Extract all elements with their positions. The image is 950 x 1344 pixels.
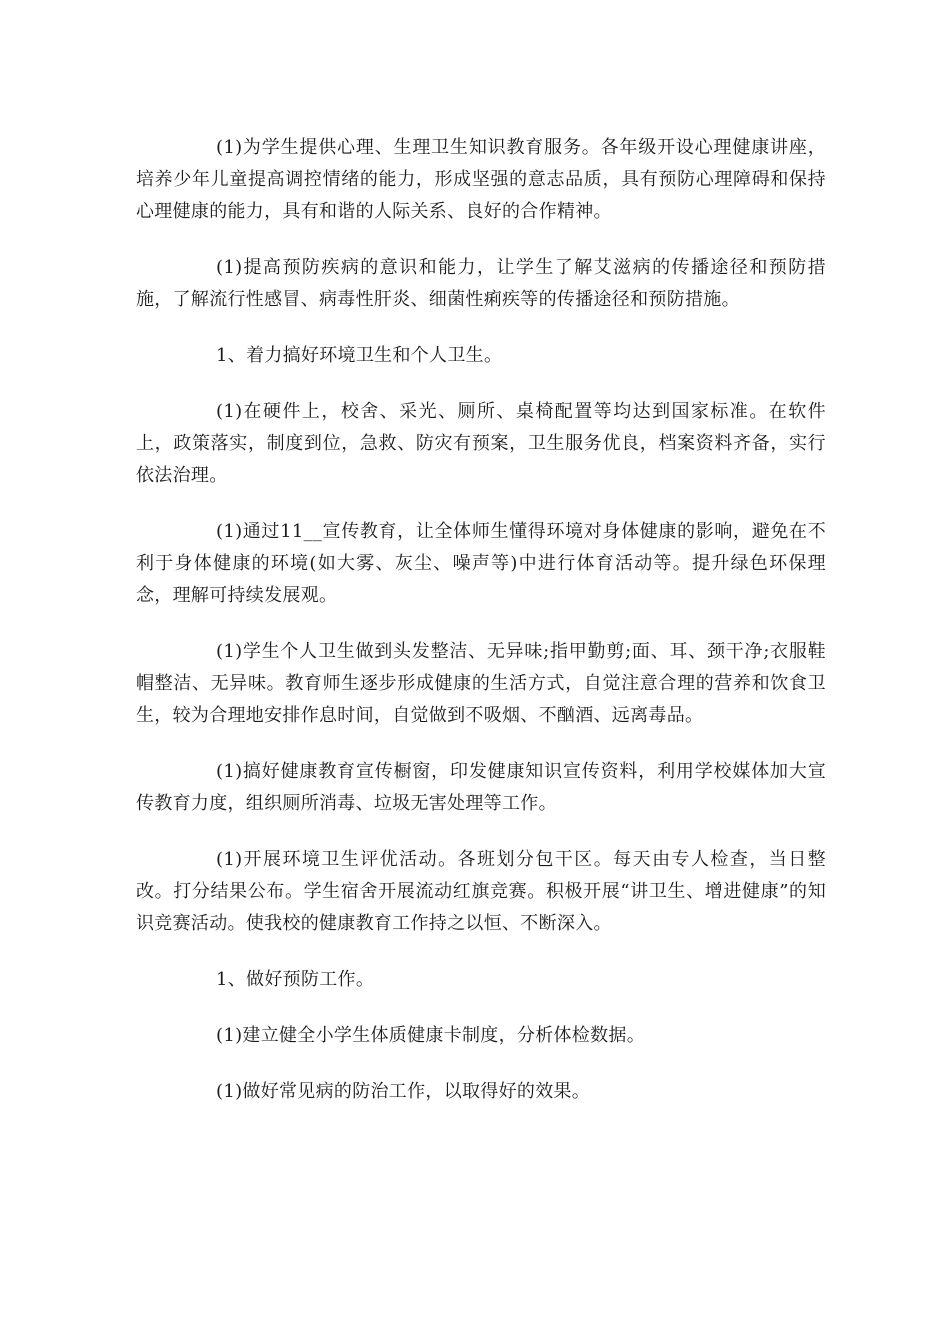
paragraph-publicity: (1)搞好健康教育宣传橱窗，印发健康知识宣传资料，利用学校媒体加大宣传教育力度，组织厕所消毒、垃圾无害处理等工作。 — [136, 761, 826, 814]
paragraph-hardware-software: (1)在硬件上，校舍、采光、厕所、桌椅配置等均达到国家标准。在软件上，政策落实，制度到位，急救、防灾有预案，卫生服务优良，档案资料齐备，实行依法治理。 — [136, 401, 826, 486]
paragraph-environment-education: (1)通过11__宣传教育，让全体师生懂得环境对身体健康的影响，避免在不利于身体健康的环境(如大雾、灰尘、噪声等)中进行体育活动等。提升绿色环保理念，理解可持续发展观。 — [136, 521, 826, 606]
heading-prevention: 1、做好预防工作。 — [216, 969, 375, 990]
paragraph-personal-hygiene: (1)学生个人卫生做到头发整洁、无异味;指甲勤剪;面、耳、颈干净;衣服鞋帽整洁、无异味。教育师生逐步形成健康的生活方式，自觉注意合理的营养和饮食卫生，较为合理地安排作息时间，自觉做到不吸烟、不酗酒、远离毒品。 — [136, 641, 826, 726]
paragraph-mental-health: (1)为学生提供心理、生理卫生知识教育服务。各年级开设心理健康讲座，培养少年儿童提高调控情绪的能力，形成坚强的意志品质，具有预防心理障碍和保持心理健康的能力，具有和谐的人际关系、良好的合作精神。 — [136, 137, 826, 222]
paragraph-disease-prevention: (1)提高预防疾病的意识和能力，让学生了解艾滋病的传播途径和预防措施，了解流行性感冒、病毒性肝炎、细菌性痢疾等的传播途径和预防措施。 — [136, 257, 826, 310]
heading-hygiene: 1、着力搞好环境卫生和个人卫生。 — [216, 345, 503, 366]
paragraph-health-card: (1)建立健全小学生体质健康卡制度，分析体检数据。 — [216, 1025, 645, 1046]
paragraph-evaluation: (1)开展环境卫生评优活动。各班划分包干区。每天由专人检查，当日整改。打分结果公布。学生宿舍开展流动红旗竞赛。积极开展“讲卫生、增进健康”的知识竞赛活动。使我校的健康教育工作持之以恒、不断深入。 — [136, 849, 826, 934]
document-body — [136, 132, 826, 1132]
paragraph-common-disease: (1)做好常见病的防治工作，以取得好的效果。 — [216, 1081, 591, 1102]
